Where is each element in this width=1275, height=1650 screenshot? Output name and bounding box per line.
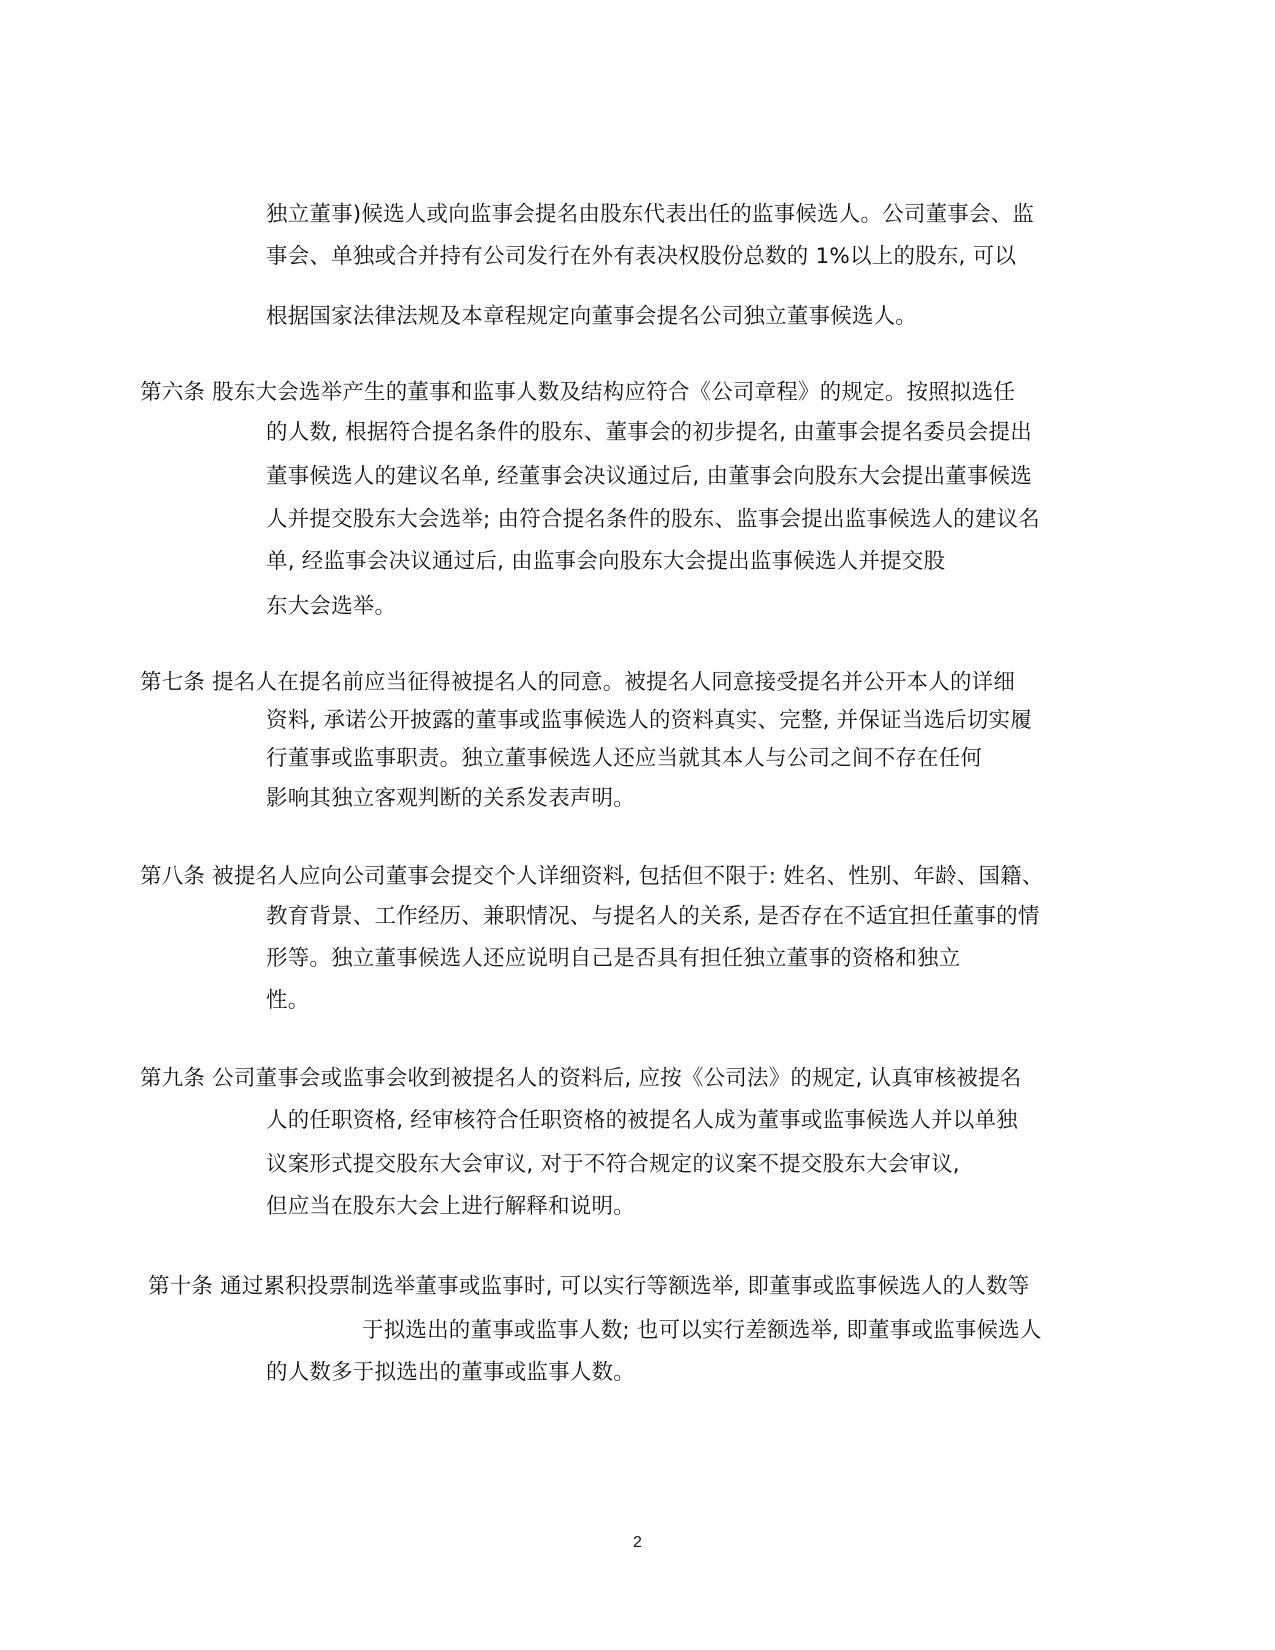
text-line: 单, 经监事会决议通过后, 由监事会向股东大会提出监事候选人并提交股 [266,549,946,574]
article-heading-line: 第八条 被提名人应向公司董事会提交个人详细资料, 包括但不限于: 姓名、性别、年龄、国籍、 [140,864,1044,889]
article-heading-line: 第九条 公司董事会或监事会收到被提名人的资料后, 应按《公司法》的规定, 认真审核被提名 [140,1066,1022,1091]
text-line: 教育背景、工作经历、兼职情况、与提名人的关系, 是否存在不适宜担任董事的情 [266,904,1040,929]
text-line: 行董事或监事职责。独立董事候选人还应当就其本人与公司之间不存在任何 [266,746,983,771]
text-line: 影响其独立客观判断的关系发表声明。 [266,786,635,811]
article-heading-line: 第十条 通过累积投票制选举董事或监事时, 可以实行等额选举, 即董事或监事候选人的人数等 [148,1274,1030,1299]
text-line: 于拟选出的董事或监事人数; 也可以实行差额选举, 即董事或监事候选人 [362,1318,1042,1343]
text-line: 的人数, 根据符合提名条件的股东、董事会的初步提名, 由董事会提名委员会提出 [266,420,1032,445]
text-line: 根据国家法律法规及本章程规定向董事会提名公司独立董事候选人。 [266,304,918,329]
text-line: 但应当在股东大会上进行解释和说明。 [266,1194,635,1219]
text-line: 独立董事)候选人或向监事会提名由股东代表出任的监事候选人。公司董事会、监 [266,202,1035,227]
text-line: 的人数多于拟选出的董事或监事人数。 [266,1360,635,1385]
text-line: 事会、单独或合并持有公司发行在外有表决权股份总数的 1%以上的股东, 可以 [266,244,1017,269]
text-line: 人的任职资格, 经审核符合任职资格的被提名人成为董事或监事候选人并以单独 [266,1108,1018,1133]
text-line: 人并提交股东大会选举; 由符合提名条件的股东、监事会提出监事候选人的建议名 [266,507,1040,532]
text-line: 性。 [266,988,310,1013]
text-line: 董事候选人的建议名单, 经董事会决议通过后, 由董事会向股东大会提出董事候选 [266,464,1032,489]
article-heading-line: 第七条 提名人在提名前应当征得被提名人的同意。被提名人同意接受提名并公开本人的详细 [140,670,1016,695]
article-heading-line: 第六条 股东大会选举产生的董事和监事人数及结构应符合《公司章程》的规定。按照拟选任 [140,380,1016,405]
text-line: 资料, 承诺公开披露的董事或监事候选人的资料真实、完整, 并保证当选后切实履 [266,708,1032,733]
text-line: 东大会选举。 [266,594,397,619]
page-number: 2 [633,1534,642,1551]
text-line: 议案形式提交股东大会审议, 对于不符合规定的议案不提交股东大会审议, [266,1152,960,1177]
text-line: 形等。独立董事候选人还应说明自己是否具有担任独立董事的资格和独立 [266,946,961,971]
